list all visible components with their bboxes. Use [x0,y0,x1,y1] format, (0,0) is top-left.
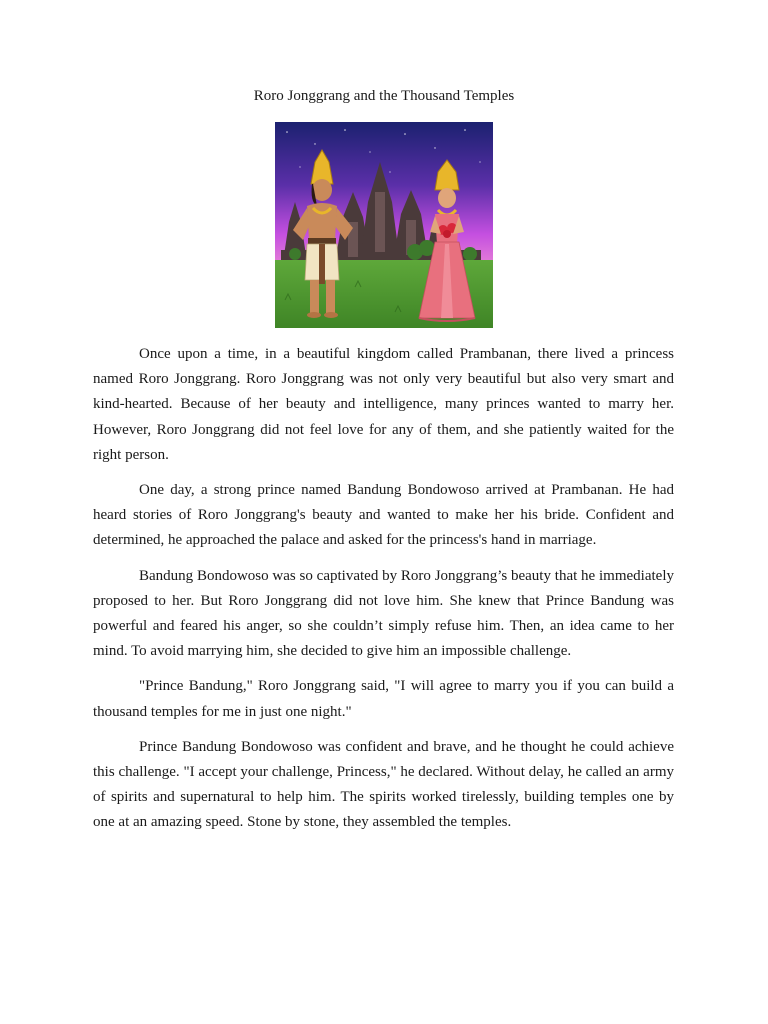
paragraph: One day, a strong prince named Bandung Bondowoso arrived at Prambanan. He had heard stories of Roro Jonggrang's beauty and wanted to make her his bride. Confident and determined, he approached the palace and asked for the princess's hand in marriage. [93,482,674,549]
story-body [93,342,674,846]
paragraph: Bandung Bondowoso was so captivated by Roro Jonggrang’s beauty that he immediately proposed to her. But Roro Jonggrang did not love him. She knew that Prince Bandung was powerful and feared his anger, so she couldn’t simply refuse him. Then, an idea came to her mind. To avoid marrying him, she decided to give him an impossible challenge. [93,567,674,660]
paragraph: "Prince Bandung," Roro Jonggrang said, "I will agree to marry you if you can build a thousand temples for me in just one night." [93,678,674,720]
paragraph: Once upon a time, in a beautiful kingdom called Prambanan, there lived a princess named Roro Jonggrang. Roro Jonggrang was not only very beautiful but also very smart and kind-hearted. Because of her beauty and intelligence, many princes wanted to marry her. However, Roro Jonggrang did not feel love for any of them, and she patiently waited for the right person. [93,346,674,463]
roro-jonggrang-bandung-bondowoso-illustration-icon [275,122,493,328]
story-illustration [275,122,493,328]
paragraph: Prince Bandung Bondowoso was confident and brave, and he thought he could achieve this challenge. "I accept your challenge, Princess," he declared. Without delay, he called an army of spirits and supernatural to help him. The spirits worked tirelessly, building temples one by one at an amazing speed. Stone by stone, they assembled the temples. [93,738,674,831]
document-title: Roro Jonggrang and the Thousand Temples [253,88,515,104]
